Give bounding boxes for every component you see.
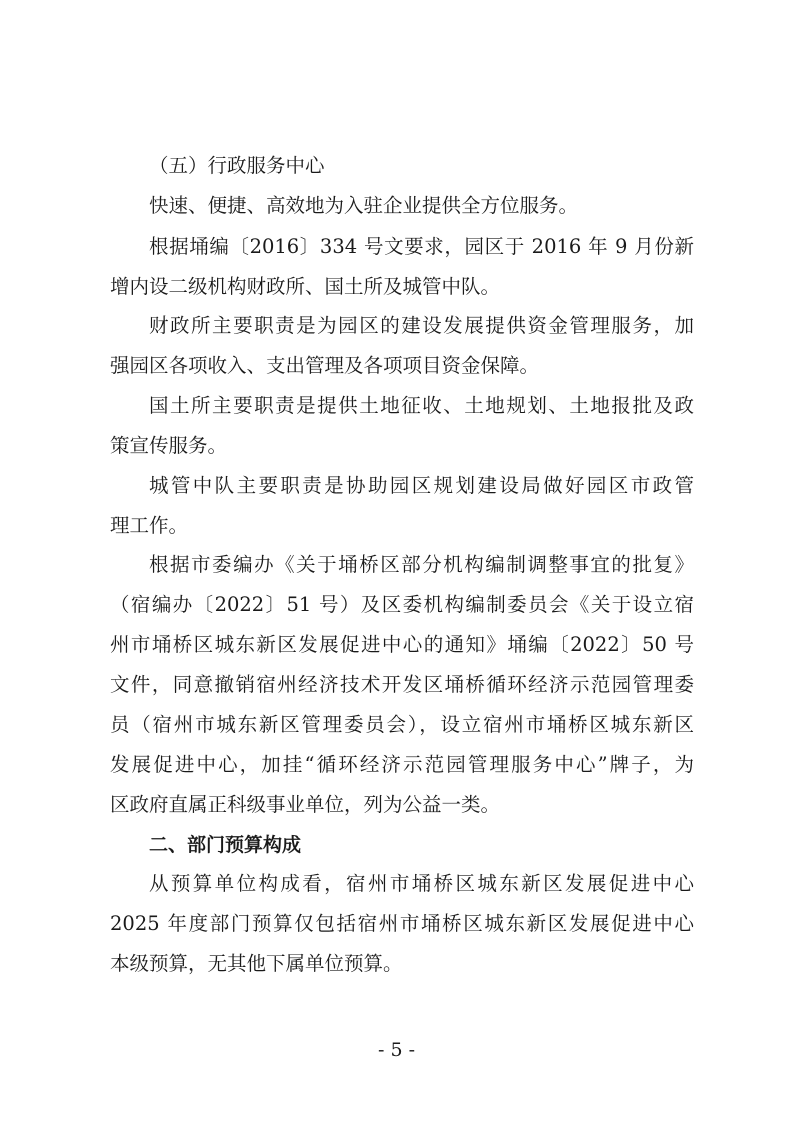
paragraph-line: （宿编办〔2022〕51 号）及区委机构编制委员会《关于设立宿 — [110, 593, 694, 616]
paragraph-line: 强园区各项收入、支出管理及各项项目资金保障。 — [110, 354, 540, 377]
paragraph-line: 财政所主要职责是为园区的建设发展提供资金管理服务，加 — [149, 314, 694, 337]
section-heading-admin-service-center: （五）行政服务中心 — [149, 154, 325, 177]
paragraph-line: 国土所主要职责是提供土地征收、土地规划、土地报批及政 — [149, 394, 694, 417]
paragraph-line: 从预算单位构成看，宿州市埇桥区城东新区发展促进中心 — [149, 872, 694, 895]
paragraph-line: 2025 年度部门预算仅包括宿州市埇桥区城东新区发展促进中心 — [110, 912, 694, 935]
paragraph-line: 快速、便捷、高效地为入驻企业提供全方位服务。 — [149, 194, 579, 217]
paragraph-line: 员（宿州市城东新区管理委员会），设立宿州市埇桥区城东新区 — [110, 713, 694, 736]
paragraph-line: 根据埇编〔2016〕334 号文要求，园区于 2016 年 9 月份新 — [149, 235, 694, 258]
paragraph-line: 文件，同意撤销宿州经济技术开发区埇桥循环经济示范园管理委 — [110, 673, 694, 696]
paragraph-line: 增内设二级机构财政所、国土所及城管中队。 — [110, 275, 501, 298]
paragraph-line: 发展促进中心，加挂“循环经济示范园管理服务中心”牌子，为 — [110, 753, 694, 776]
paragraph-line: 理工作。 — [110, 514, 189, 537]
paragraph-line: 策宣传服务。 — [110, 434, 228, 457]
paragraph-line: 州市埇桥区城东新区发展促进中心的通知》埇编〔2022〕50 号 — [110, 633, 694, 656]
paragraph-line: 本级预算，无其他下属单位预算。 — [110, 952, 403, 975]
section-heading-budget-composition: 二、部门预算构成 — [149, 834, 302, 856]
paragraph-line: 城管中队主要职责是协助园区规划建设局做好园区市政管 — [149, 474, 694, 497]
paragraph-line: 区政府直属正科级事业单位，列为公益一类。 — [110, 793, 501, 816]
paragraph-line: 根据市委编办《关于埇桥区部分机构编制调整事宜的批复》 — [149, 553, 694, 576]
page-number: - 5 - — [377, 1039, 415, 1061]
